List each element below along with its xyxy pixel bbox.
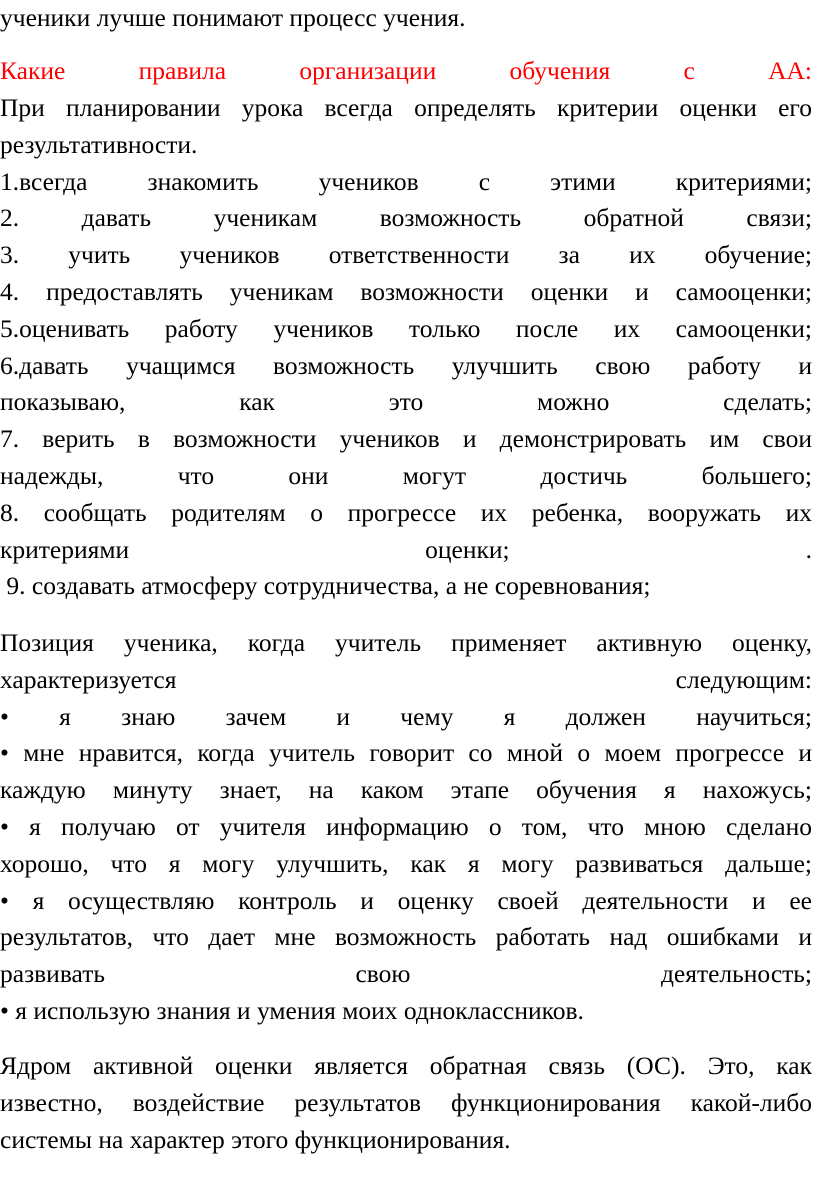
core-line: системы на характер этого функционирования. [0,1124,511,1154]
bullet-line: хорошо, что я могу улучшить, как я могу развиваться дальше; [0,848,812,878]
rule-line: 5.оценивать работу учеников только после их самооценки; [0,313,812,343]
rules-intro-line: При планировании урока всегда определять критерии оценки его [0,93,812,122]
core-line: Ядром активной оценки является обратная связь (ОС). Это, как [0,1051,812,1080]
core-line: известно, воздействие результатов функционирования какой-либо [0,1087,812,1117]
rule-line: критериями оценки; . [0,534,812,564]
rule-line: показываю, как это можно сделать; [0,387,812,417]
rule-line: 6.давать учащимся возможность улучшить свою работу и [0,350,812,380]
intro-tail-line: ученики лучше понимают процесс учения. [0,3,466,32]
rule-line: 2. давать ученикам возможность обратной связи; [0,203,812,233]
rule-line: 1.всегда знакомить учеников с этими критериями; [0,166,812,196]
rule-line: 7. верить в возможности учеников и демонстрировать им свои [0,424,812,454]
rules-heading: Какие правила организации обучения с АА: [0,56,812,85]
bullet-line: • я получаю от учителя информацию о том, что мною сделано [0,812,812,841]
bullet-line: • я использую знания и умения моих одноклассников. [0,996,584,1025]
rule-line: 8. сообщать родителям о прогрессе их ребенка, вооружать их [0,497,812,527]
rules-intro-line: результативности. [0,129,198,159]
bullet-line: • я осуществляю контроль и оценку своей деятельности и ее [0,885,812,915]
rule-line: надежды, что они могут достичь большего; [0,461,812,490]
bullet-line: • я знаю зачем и чему я должен научиться; [0,701,812,731]
rule-line: 3. учить учеников ответственности за их обучение; [0,240,812,270]
bullet-line: результатов, что дает мне возможность работать над ошибками и [0,922,812,952]
bullet-line: каждую минуту знает, на каком этапе обучения я нахожусь; [0,775,812,805]
position-line: Позиция ученика, когда учитель применяет активную оценку, [0,628,812,657]
bullet-line: развивать свою деятельность; [0,959,812,989]
rule-line: 4. предоставлять ученикам возможности оценки и самооценки; [0,277,812,306]
bullet-line: • мне нравится, когда учитель говорит со мной о моем прогрессе и [0,738,812,768]
rule-line: 9. создавать атмосферу сотрудничества, а не соревнования; [0,571,651,601]
position-line: характеризуется следующим: [0,664,812,694]
